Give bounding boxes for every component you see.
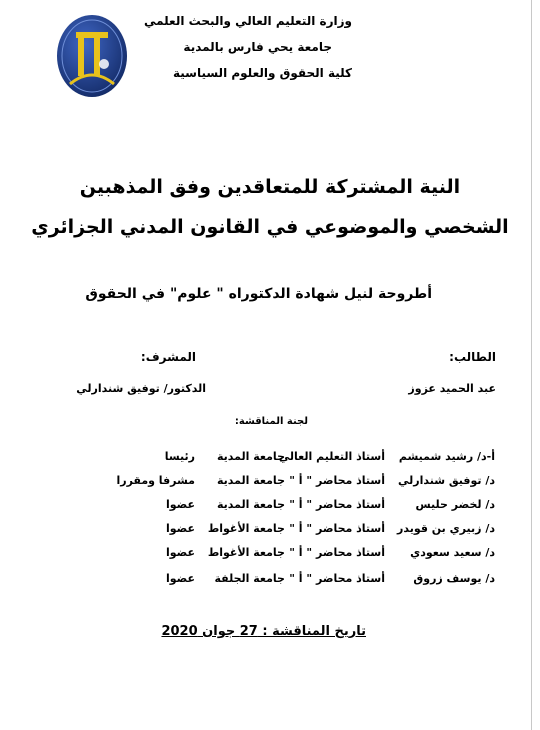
committee-name: د/ يوسف زروق — [413, 572, 495, 585]
university-logo-icon — [56, 14, 128, 98]
committee-role: عضوا — [165, 522, 195, 535]
thesis-title-line2: الشخصي والموضوعي في القانون المدني الجزائري — [31, 216, 509, 238]
ministry-name: وزارة التعليم العالي والبحث العلمي — [143, 14, 352, 28]
committee-row — [90, 450, 495, 466]
committee-role: عضوا — [165, 546, 195, 559]
supervisor-label: المشرف: — [140, 350, 196, 364]
thesis-title-line1: النية المشتركة للمتعاقدين وفق المذهبين — [79, 176, 461, 198]
supervisor-name: الدكتور/ توفيق شندارلي — [76, 382, 206, 395]
student-name: عبد الحميد عزوز — [408, 382, 496, 395]
committee-name: د/ سعيد سعودي — [410, 546, 495, 559]
committee-rank: أستاذ محاضر " أ " — [289, 498, 385, 511]
committee-university: جامعة المدية — [216, 450, 285, 463]
committee-row — [90, 498, 495, 514]
faculty-name: كلية الحقوق والعلوم السياسية — [172, 66, 352, 80]
committee-rank: أستاذ محاضر " أ " — [289, 474, 385, 487]
committee-row — [90, 546, 495, 562]
committee-university: جامعة المدية — [216, 498, 285, 511]
committee-university: جامعة الجلفة — [214, 572, 285, 585]
committee-university: جامعة الأغواط — [207, 546, 285, 559]
page-edge — [531, 0, 532, 730]
committee-role: عضوا — [165, 498, 195, 511]
committee-rank: أستاذ محاضر " أ " — [289, 546, 385, 559]
committee-rank: أستاذ محاضر " أ " — [289, 522, 385, 535]
committee-label: لجنة المناقشة: — [234, 416, 308, 427]
committee-rank: أستاذ التعليم العالي — [278, 450, 385, 463]
committee-university: جامعة المدية — [216, 474, 285, 487]
committee-name: د/ زبيري بن قويدر — [397, 522, 495, 535]
university-name: جامعة يحي فارس بالمدية — [183, 40, 332, 54]
committee-name: أ-د/ رشيد شميشم — [398, 450, 495, 463]
student-label: الطالب: — [449, 350, 496, 364]
committee-role: مشرفا ومقررا — [116, 474, 195, 487]
committee-row — [90, 522, 495, 538]
committee-role: عضوا — [165, 572, 195, 585]
committee-row — [90, 572, 495, 588]
committee-name: د/ لخضر حليس — [415, 498, 495, 511]
committee-university: جامعة الأغواط — [207, 522, 285, 535]
committee-name: د/ توفيق شندارلي — [398, 474, 495, 487]
committee-row — [90, 474, 495, 490]
committee-role: رئيسا — [164, 450, 195, 463]
defense-date: تاريخ المناقشة : 27 جوان 2020 — [161, 624, 366, 639]
thesis-subtitle: أطروحة لنيل شهادة الدكتوراه " علوم" في الحقوق — [85, 286, 432, 302]
committee-rank: أستاذ محاضر " أ " — [289, 572, 385, 585]
